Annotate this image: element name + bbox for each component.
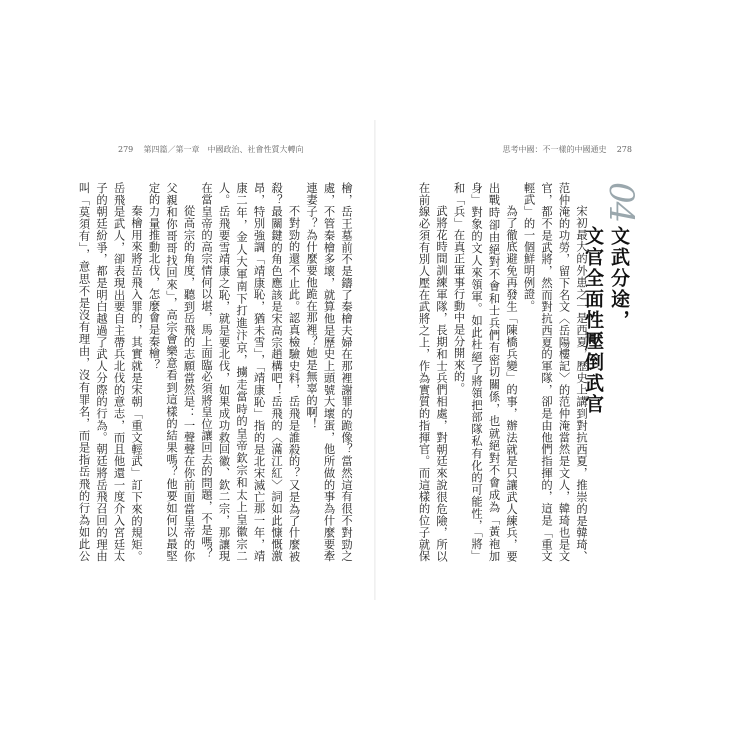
book-gutter xyxy=(374,120,376,600)
chapter-title-line-1: 文武分途， xyxy=(608,226,630,331)
left-page-number: 279 xyxy=(118,145,134,154)
left-running-title: 第四篇／第一章 中國政治、社會性質大轉向 xyxy=(143,145,304,154)
left-page-body xyxy=(73,182,355,562)
paragraph: 武將花時間訓練軍隊，長期和士兵們相處，對朝廷來說很危險，所以在前線必須有別人壓在武將之上，作為實質的指揮官。而這樣的位子就保 xyxy=(417,182,448,562)
paragraph: 檜，岳王墓前不是鑄了秦檜夫婦在那裡謝罪的跪像？當然這有很不對勁之處，不管秦檜多壞，就算他是歷史上頭號大壞蛋，他所做的事為什麼要牽連妻子？為什麼要他跪在那裡？她是無辜的啊！ xyxy=(305,182,353,562)
right-page-body xyxy=(414,182,590,562)
chapter-title-line-2: 文官全面性壓倒武官 xyxy=(582,226,604,415)
right-running-title: 思考中國：不一樣的中國通史 xyxy=(502,145,607,154)
paragraph: 從高宗的角度，聽到岳飛的志願當然是：一聲聲在你前面當皇帝的你父親和你哥哥找回來」，高宗會樂意看到這樣的結果嗎？他要如何以最堅定的力量推動北伐，怎麼會是秦檜？ xyxy=(147,182,196,562)
paragraph: 秦檜用來將岳飛入罪的，其實就是宋朝「重文輕武」訂下來的規矩。岳飛是武人，卻表現出要自主帶兵北伐的意志，而且他還一度介入宮廷太子的朝廷紛爭，都是明白越過了武人分際的行為。朝廷將岳飛召回的理由叫「莫須有」，意思不是沒有理由，沒有罪名，而是指岳飛的行為如此公 xyxy=(77,182,143,562)
chapter-number: 04 xyxy=(601,182,641,222)
right-page-number: 278 xyxy=(616,145,632,154)
paragraph: 為了徹底避免再發生「陳橋兵變」的事，辦法就是只讓武人練兵，要出戰時卻由絕對不會和士兵們有密切關係，也就絕對不會成為「黃袍加身」對象的文人來領軍。如此杜絕了將領把部隊私有化的可能性，「將」和「兵」在真正軍事行動中是分開來的。 xyxy=(452,182,518,562)
left-page-header xyxy=(118,144,303,155)
paragraph: 宋初最大的外患之一是西夏，歷史上講到對抗西夏，推崇的是韓琦、范仲淹的功勞，留下名文〈岳陽樓記〉的范仲淹當然是文人，韓琦也是文官，都不是武將，然而對抗西夏的軍隊，卻是由他們指揮的，這是「重文輕武」的一個鮮明例證。 xyxy=(522,182,588,562)
paragraph: 不對勁的還不止此。認真檢驗史料，岳飛是誰殺的？又是為了什麼被殺？最關鍵的角色應該是宋高宗趙構吧！岳飛的〈滿江紅〉詞如此慷慨激昂，特別強調「靖康恥，猶未雪」，「靖康恥」指的是北宋滅亡那一年，靖康二年，金人大軍南下打進汴京，擄走當時的皇帝欽宗和太上皇徽宗二人。岳飛要雪靖康之恥，就是要北伐，如果成功救回徽、欽二宗，那讓現在當皇帝的高宗情何以堪，馬上面臨必須將皇位讓回去的問題，不是嗎？ xyxy=(200,182,301,562)
right-page-header xyxy=(503,144,632,155)
